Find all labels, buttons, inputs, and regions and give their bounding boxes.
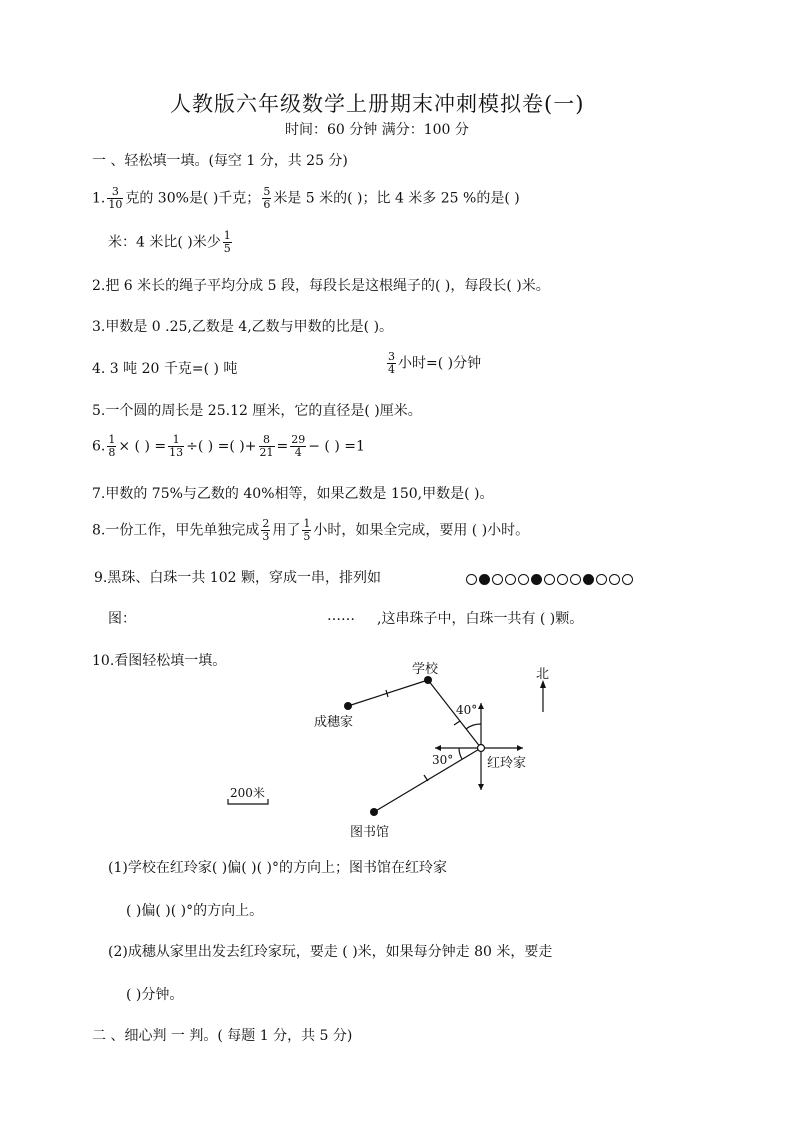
fraction-1-5-b: $\frac{1}{5}$ <box>303 517 311 543</box>
label-angle-40: 40° <box>456 703 478 717</box>
page-title: 人教版六年级数学上册期末冲刺模拟卷(一) <box>170 92 585 116</box>
question-10-1-line-1: (1)学校在红玲家( )偏( )( )°的方向上；图书馆在红玲家 <box>108 860 447 876</box>
question-2: 2.把 6 米长的绳子平均分成 5 段，每段长是这根绳子的( )，每段长( )米。 <box>92 278 550 294</box>
question-4-part-a: 4. 3 吨 20 千克=( ) 吨 <box>92 361 238 377</box>
question-9-line-1: 9.黑珠、白珠一共 102 颗，穿成一串，排列如 <box>94 570 381 586</box>
question-10-1-line-2: ( )偏( )( )°的方向上。 <box>126 903 264 919</box>
q1-number: 1. <box>92 190 106 207</box>
school-point <box>424 676 432 684</box>
scale-tick <box>454 721 460 725</box>
west-arrowhead <box>435 745 441 751</box>
fraction-1-13: $\frac{1}{13}$ <box>169 433 184 459</box>
scale-tick <box>424 775 428 781</box>
q6-text-c: − ( ) =1 <box>308 438 365 455</box>
q6-text-b: ÷( ) =( )+ <box>186 438 257 455</box>
fraction-3-4: $\frac{3}{4}$ <box>388 350 395 376</box>
q4-text-b: 小时=( )分钟 <box>398 355 482 372</box>
q1-text-b: 米是 5 米的( )；比 4 米多 25 %的是( ) <box>273 190 520 207</box>
section-2-heading: 二 、细心判 一 判。( 每题 1 分，共 5 分) <box>92 1028 353 1044</box>
fraction-29-4: $\frac{29}{4}$ <box>291 433 306 459</box>
fraction-3-10: $\frac{3}{10}$ <box>108 185 123 211</box>
fraction-8-21: $\frac{8}{21}$ <box>259 433 274 459</box>
label-chengsui-home: 成穗家 <box>314 715 354 730</box>
fraction-1-8: $\frac{1}{8}$ <box>108 433 116 459</box>
label-scale: 200米 <box>230 786 265 800</box>
q1-text-a: 克的 30%是( )千克； <box>125 190 261 207</box>
fraction-5-6: $\frac{5}{6}$ <box>263 185 271 211</box>
q6-equals: = <box>276 438 289 455</box>
label-school: 学校 <box>412 662 439 677</box>
question-9-line-2a: 图： <box>108 611 136 627</box>
q1-text-c: 米：4 米比( )米少 <box>108 234 221 251</box>
question-3: 3.甲数是 0 .25,乙数是 4,乙数与甲数的比是( )。 <box>92 319 394 335</box>
question-10-intro: 10.看图轻松填一填。 <box>92 653 227 669</box>
q8-text-b: 用了 <box>272 522 301 539</box>
angle-arc-30 <box>459 748 462 759</box>
question-10-2-line-2: ( )分钟。 <box>126 987 184 1003</box>
fraction-2-3: $\frac{2}{3}$ <box>262 517 270 543</box>
fraction-1-5: $\frac{1}{5}$ <box>223 229 231 255</box>
section-1-heading: 一 、轻松填一填。(每空 1 分，共 25 分) <box>92 153 348 169</box>
question-9-line-2b: ,这串珠子中，白珠一共有 ( )颗。 <box>377 611 584 627</box>
label-library: 图书馆 <box>350 825 390 840</box>
road-chengsui-school <box>348 680 428 706</box>
label-north: 北 <box>536 667 550 682</box>
q8-text-c: 小时，如果全完成，要用 ( )小时。 <box>313 522 530 539</box>
question-7: 7.甲数的 75%与乙数的 40%相等，如果乙数是 150,甲数是( )。 <box>92 486 494 502</box>
hongling-point <box>478 745 485 752</box>
q6-text-a: × ( ) = <box>118 438 167 455</box>
angle-arc-40 <box>466 724 481 729</box>
chengsui-point <box>344 702 352 710</box>
question-5: 5.一个圆的周长是 25.12 厘米，它的直径是( )厘米。 <box>92 403 422 419</box>
east-arrowhead <box>517 745 523 751</box>
q6-number: 6. <box>92 438 106 455</box>
question-10-2-line-1: (2)成穗从家里出发去红玲家玩，要走 ( )米，如果每分钟走 80 米，要走 <box>108 944 553 960</box>
question-9-ellipsis: …… <box>327 608 355 624</box>
q8-text-a: 8.一份工作，甲先单独完成 <box>92 522 260 539</box>
label-hongling-home: 红玲家 <box>487 756 527 771</box>
library-point <box>370 808 378 816</box>
south-arrowhead <box>478 784 484 790</box>
north-arrowhead <box>478 703 484 709</box>
label-angle-30: 30° <box>432 753 454 767</box>
exam-info: 时间：60 分钟 满分：100 分 <box>285 122 469 138</box>
